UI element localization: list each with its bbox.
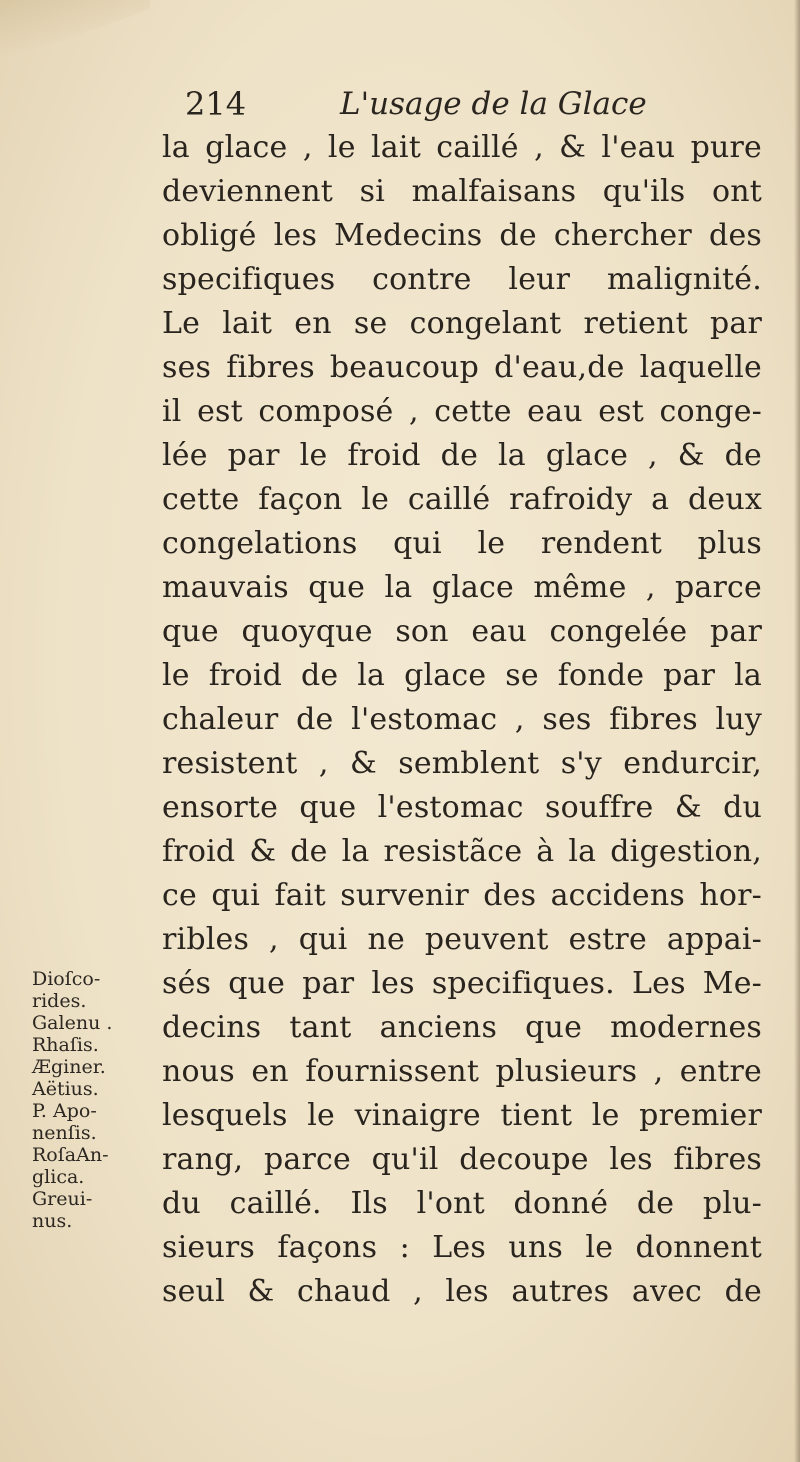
margin-note-line: nus.	[32, 1210, 73, 1232]
margin-note-line: RoſaAn-	[32, 1144, 109, 1166]
text-line: ribles , qui ne peuvent estre appai-	[162, 922, 762, 957]
text-line: specifiques contre leur malignité.	[162, 262, 762, 297]
text-line: rang, parce qu'il decoupe les fibres	[162, 1142, 762, 1177]
text-line: ensorte que l'estomac souffre & du	[162, 790, 762, 825]
margin-notes	[32, 968, 152, 1232]
text-line: la glace , le lait caillé , & l'eau pure	[162, 130, 762, 165]
margin-note-line: nenſis.	[32, 1122, 97, 1144]
text-line: nous en fournissent plusieurs , entre	[162, 1054, 762, 1089]
text-line: ce qui fait survenir des accidens hor-	[162, 878, 762, 913]
text-line: seul & chaud , les autres avec de	[162, 1274, 762, 1309]
text-line: sés que par les specifiques. Les Me-	[162, 966, 762, 1001]
text-line: resistent , & semblent s'y endurcir,	[162, 746, 762, 781]
page-edge-shadow	[794, 0, 800, 1462]
text-line: chaleur de l'estomac , ses fibres luy	[162, 702, 762, 737]
page-header	[185, 84, 655, 124]
text-line: le froid de la glace se fonde par la	[162, 658, 762, 693]
margin-note-line: Rhaſis.	[32, 1034, 99, 1056]
text-line: froid & de la resistãce à la digestion,	[162, 834, 762, 869]
text-line: mauvais que la glace même , parce	[162, 570, 762, 605]
text-line: sieurs façons : Les uns le donnent	[162, 1230, 762, 1265]
margin-note-line: glica.	[32, 1166, 85, 1188]
text-line: congelations qui le rendent plus	[162, 526, 762, 561]
margin-note-line: Dioſco-	[32, 968, 101, 990]
margin-note-line: Æginer.	[32, 1056, 106, 1078]
margin-note-line: Galenu .	[32, 1012, 113, 1034]
text-line: lesquels le vinaigre tient le premier	[162, 1098, 762, 1133]
body-text	[162, 126, 762, 1314]
text-line: que quoyque son eau congelée par	[162, 614, 762, 649]
torn-corner	[0, 0, 150, 60]
page-number: 214	[185, 85, 247, 123]
text-line: lée par le froid de la glace , & de	[162, 438, 762, 473]
text-line: deviennent si malfaisans qu'ils ont	[162, 174, 762, 209]
running-title: L'usage de la Glace	[340, 86, 647, 122]
text-line: cette façon le caillé rafroidy a deux	[162, 482, 762, 517]
margin-note-line: Greui-	[32, 1188, 93, 1210]
text-line: il est composé , cette eau est conge-	[162, 394, 762, 429]
text-line: obligé les Medecins de chercher des	[162, 218, 762, 253]
margin-note-line: Aëtius.	[32, 1078, 99, 1100]
margin-note-line: P. Apo-	[32, 1100, 97, 1122]
text-line: ses fibres beaucoup d'eau,de laquelle	[162, 350, 762, 385]
text-line: decins tant anciens que modernes	[162, 1010, 762, 1045]
text-line: du caillé. Ils l'ont donné de plu-	[162, 1186, 762, 1221]
margin-note-line: rides.	[32, 990, 87, 1012]
text-line: Le lait en se congelant retient par	[162, 306, 762, 341]
